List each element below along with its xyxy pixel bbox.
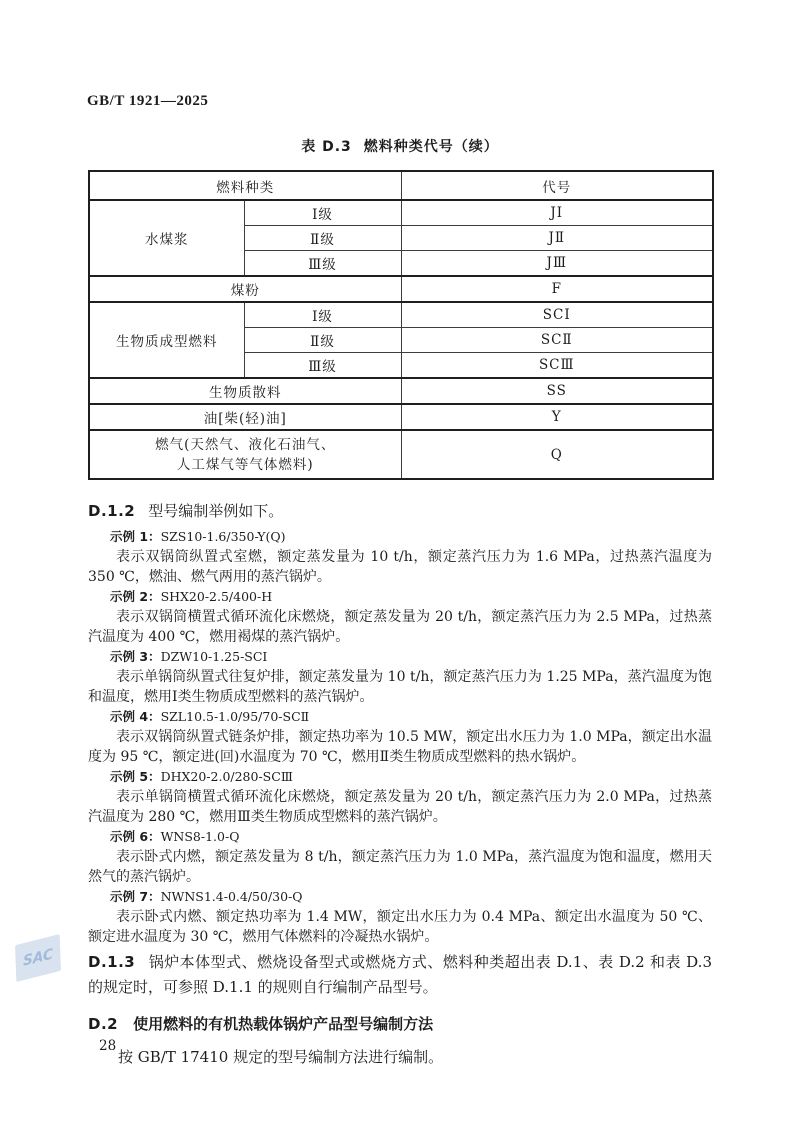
- cell-code: SCⅢ: [401, 353, 713, 379]
- table-caption-number: 表 D.3: [301, 139, 352, 155]
- cell-oil: 油[柴(轻)油]: [89, 404, 401, 430]
- example-5-code: DHX20-2.0/280-SCⅢ: [160, 769, 293, 784]
- cell-code: F: [401, 276, 713, 302]
- example-4-description: 表示双锅筒纵置式链条炉排，额定热功率为 10.5 MW，额定出水压力为 1.0 MPa，额定出水温度为 95 ℃，额定进(回)水温度为 70 ℃，燃用Ⅱ类生物质成型燃料的热水锅炉。: [88, 729, 712, 765]
- example-2-description: 表示双锅筒横置式循环流化床燃烧，额定蒸发量为 20 t/h，额定蒸汽压力为 2.5 MPa，过热蒸汽温度为 400 ℃，燃用褐煤的蒸汽锅炉。: [88, 609, 712, 645]
- example-5: [88, 767, 712, 827]
- cell-code: Y: [401, 404, 713, 430]
- cell-code: SCⅠ: [401, 302, 713, 328]
- cell-code: JⅡ: [401, 226, 713, 251]
- clause-d13-number: D.1.3: [88, 953, 136, 971]
- table-row: [89, 200, 713, 226]
- section-d2-heading: [88, 1013, 712, 1035]
- clause-d13-text: 锅炉本体型式、燃烧设备型式或燃烧方式、燃料种类超出表 D.1、表 D.2 和表 D.3 的规定时，可参照 D.1.1 的规则自行编制产品型号。: [88, 953, 712, 996]
- clause-d2-text: 按 GB/T 17410 规定的型号编制方法进行编制。: [118, 1048, 444, 1066]
- example-1-code: SZS10-1.6/350-Y(Q): [160, 529, 286, 544]
- table-caption-text: 燃料种类代号（续）: [363, 139, 499, 155]
- example-6-code: WNS8-1.0-Q: [160, 829, 240, 844]
- example-6-description: 表示卧式内燃，额定蒸发量为 8 t/h，额定蒸汽压力为 1.0 MPa，蒸汽温度为饱和温度，燃用天然气的蒸汽锅炉。: [88, 849, 712, 885]
- clause-d12-text: 型号编制举例如下。: [148, 502, 284, 520]
- example-7: [88, 887, 712, 947]
- cell-grade: Ⅰ级: [244, 200, 401, 226]
- cell-code: Q: [401, 430, 713, 479]
- cell-biomass-formed: 生物质成型燃料: [89, 302, 244, 378]
- clause-d13: [88, 950, 712, 1000]
- example-1: [88, 527, 712, 587]
- table-row: [89, 430, 713, 479]
- example-7-label: 示例 7：: [110, 889, 161, 904]
- clause-d12: [88, 499, 712, 524]
- standard-number: GB/T 1921—2025: [87, 93, 209, 109]
- cell-gas-line2: 人工煤气等气体燃料): [176, 456, 314, 473]
- example-4-label: 示例 4：: [110, 709, 161, 724]
- example-3-label: 示例 3：: [110, 649, 161, 664]
- example-7-description: 表示卧式内燃、额定热功率为 1.4 MW，额定出水压力为 0.4 MPa、额定出水温度为 50 ℃、额定进水温度为 30 ℃，燃用气体燃料的冷凝热水锅炉。: [88, 909, 712, 945]
- cell-code: SCⅡ: [401, 328, 713, 353]
- page-content: [88, 138, 712, 1068]
- table-row: [89, 378, 713, 404]
- sac-watermark-logo: SAC: [15, 934, 61, 982]
- example-2-code: SHX20-2.5/400-H: [160, 589, 273, 604]
- table-row: [89, 276, 713, 302]
- example-4: [88, 707, 712, 767]
- page-number: 28: [99, 1038, 117, 1054]
- cell-biomass-loose: 生物质散料: [89, 378, 401, 404]
- cell-gas: [89, 430, 401, 479]
- cell-grade: Ⅲ级: [244, 251, 401, 277]
- cell-code: JⅠ: [401, 200, 713, 226]
- example-7-code: NWNS1.4-0.4/50/30-Q: [160, 889, 303, 904]
- example-6: [88, 827, 712, 887]
- section-d2-number: D.2: [88, 1015, 119, 1033]
- example-3-code: DZW10-1.25-SCⅠ: [160, 649, 268, 664]
- table-header-row: [89, 171, 713, 200]
- section-d2-title: 使用燃料的有机热载体锅炉产品型号编制方法: [133, 1015, 434, 1033]
- table-row: [89, 404, 713, 430]
- example-5-description: 表示单锅筒横置式循环流化床燃烧，额定蒸发量为 20 t/h，额定蒸汽压力为 2.0 MPa，过热蒸汽温度为 280 ℃，燃用Ⅲ类生物质成型燃料的蒸汽锅炉。: [88, 789, 712, 825]
- cell-grade: Ⅱ级: [244, 226, 401, 251]
- example-5-label: 示例 5：: [110, 769, 161, 784]
- table-caption: [88, 138, 712, 156]
- cell-coal-slurry: 水煤浆: [89, 200, 244, 276]
- example-6-label: 示例 6：: [110, 829, 161, 844]
- cell-grade: Ⅰ级: [244, 302, 401, 328]
- table-row: [89, 302, 713, 328]
- example-1-label: 示例 1：: [110, 529, 161, 544]
- example-3-description: 表示单锅筒纵置式往复炉排，额定蒸发量为 10 t/h，额定蒸汽压力为 1.25 MPa，蒸汽温度为饱和温度，燃用Ⅰ类生物质成型燃料的蒸汽锅炉。: [88, 669, 712, 705]
- cell-pulverized-coal: 煤粉: [89, 276, 401, 302]
- example-3: [88, 647, 712, 707]
- example-2: [88, 587, 712, 647]
- cell-grade: Ⅱ级: [244, 328, 401, 353]
- example-2-label: 示例 2：: [110, 589, 161, 604]
- fuel-code-table: [88, 170, 714, 480]
- header-cell-fuel-type: 燃料种类: [89, 171, 401, 200]
- example-1-description: 表示双锅筒纵置式室燃，额定蒸发量为 10 t/h，额定蒸汽压力为 1.6 MPa，过热蒸汽温度为 350 ℃，燃油、燃气两用的蒸汽锅炉。: [88, 549, 712, 585]
- clause-d12-number: D.1.2: [88, 502, 136, 520]
- cell-code: JⅢ: [401, 251, 713, 277]
- header-cell-code: 代号: [401, 171, 713, 200]
- example-4-code: SZL10.5-1.0/95/70-SCⅡ: [160, 709, 310, 724]
- cell-code: SS: [401, 378, 713, 404]
- cell-gas-line1: 燃气(天然气、液化石油气、: [155, 436, 336, 453]
- cell-grade: Ⅲ级: [244, 353, 401, 379]
